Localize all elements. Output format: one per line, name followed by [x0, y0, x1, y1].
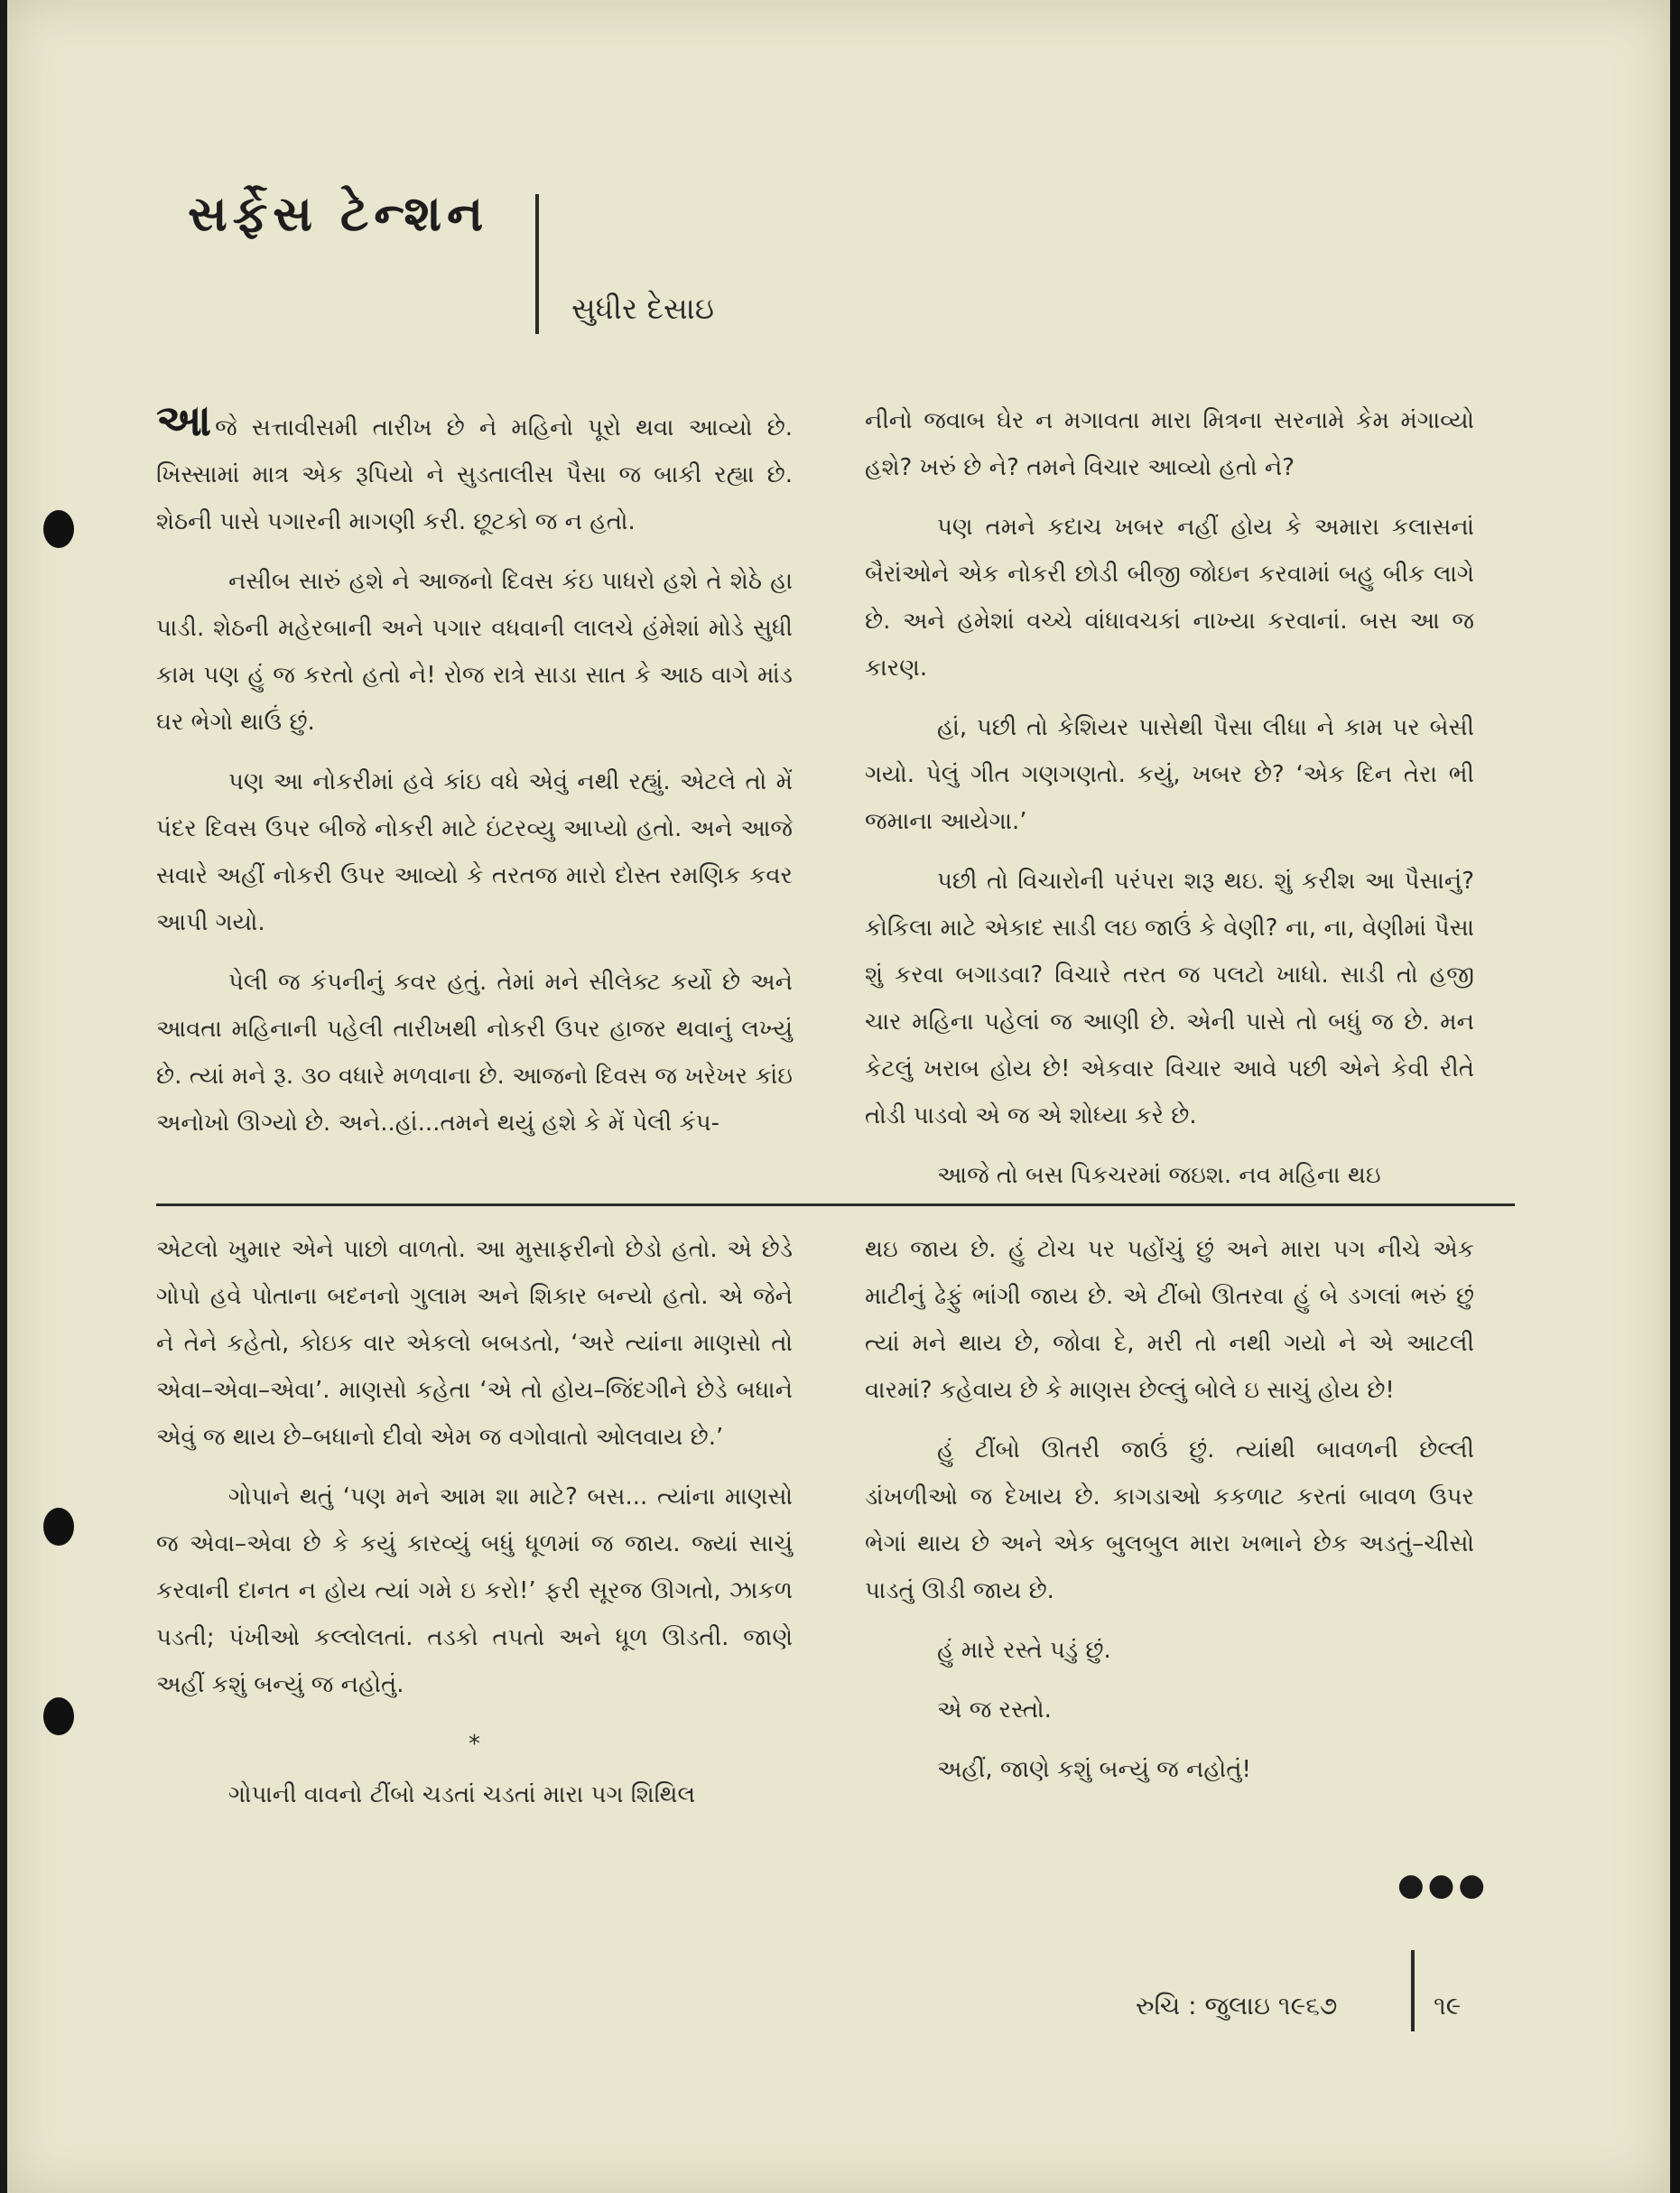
paragraph: થઇ જાય છે. હું ટોચ પર પહોંચું છું અને મારા પગ નીચે એક માટીનું ઢેફું ભાંગી જાય છે. એ ટીંબો ઊતરવા હું બે ડગલાં ભરું છું ત્યાં મને થાય છે, જોવા દે, મરી તો નથી ગયો ને એ આટલી વારમાં? કહેવાય છે કે માણસ છેલ્લું બોલે ઇ સાચું હોય છે!: [865, 1236, 1474, 1404]
paragraph: નસીબ સારું હશે ને આજનો દિવસ કંઇ પાધરો હશે તે શેઠે હા પાડી. શેઠની મહેરબાની અને પગાર વધવાની લાલચે હંમેશાં મોડે સુધી કામ પણ હું જ કરતો હતો ને! રોજ રાત્રે સાડા સાત કે આઠ વાગે માંડ ઘર ભેગો થાઉં છું.: [156, 568, 793, 736]
magazine-page: [7, 0, 1670, 2193]
column-top-left: [156, 397, 793, 1159]
paragraph: એટલો ખુમાર એને પાછો વાળતો. આ મુસાફરીનો છેડો હતો. એ છેડે ગોપો હવે પોતાના બદનનો ગુલામ અને શિકાર બન્યો હતો. એ જેને ને તેને કહેતો, કોઇક વાર એકલો બબડતો, ‘અરે ત્યાંના માણસો તો એવા–એવા–એવા’. માણસો કહેતા ‘એ તો હોય–જિંદગીને છેડે બધાને એવું જ થાય છે–બધાનો દીવો એમ જ વગોવાતો ઓલવાય છે.’: [156, 1236, 793, 1451]
paragraph: ગોપાની વાવનો ટીંબો ચડતાં ચડતાં મારા પગ શિથિલ: [228, 1781, 696, 1808]
paragraph-text: જે સત્તાવીસમી તારીખ છે ને મહિનો પૂરો થવા આવ્યો છે. ખિસ્સામાં માત્ર એક રૂપિયો ને સુડતાલીસ પૈસા જ બાકી રહ્યા છે. શેઠની પાસે પગારની માગણી કરી. છૂટકો જ ન હતો.: [156, 414, 793, 535]
binding-hole-icon: [43, 1697, 74, 1735]
section-divider: [156, 1203, 1515, 1206]
paragraph: પછી તો વિચારોની પરંપરા શરૂ થઇ. શું કરીશ આ પૈસાનું? કોકિલા માટે એકાદ સાડી લઇ જાઉં કે વેણી? ના, ના, વેણીમાં પૈસા શું કરવા બગાડવા? વિચારે તરત જ પલટો ખાધો. સાડી તો હજી ચાર મહિના પહેલાં જ આણી છે. એની પાસે તો બધું જ છે. મન કેટલું ખરાબ હોય છે! એકવાર વિચાર આવે પછી એને કેવી રીતે તોડી પાડવો એ જ એ શોધ્યા કરે છે.: [865, 868, 1474, 1129]
footer-magazine-issue: રુચિ : જુલાઇ ૧૯૬૭: [1136, 1991, 1338, 2021]
paragraph: નીનો જવાબ ઘેર ન મગાવતા મારા મિત્રના સરનામે કેમ મંગાવ્યો હશે? ખરું છે ને? તમને વિચાર આવ્યો હતો ને?: [865, 407, 1474, 481]
paragraph: હું ટીંબો ઊતરી જાઉં છું. ત્યાંથી બાવળની છેલ્લી ડાંખળીઓ જ દેખાય છે. કાગડાઓ કકળાટ કરતાં બાવળ ઉપર ભેગાં થાય છે અને એક બુલબુલ મારા ખભાને છેક અડતું–ચીસો પાડતું ઊડી જાય છે.: [865, 1436, 1474, 1604]
binding-hole-icon: [43, 510, 74, 548]
page-number: ૧૯: [1434, 1991, 1462, 2021]
section-break-star: *: [469, 1731, 480, 1758]
paragraph: ગોપાને થતું ‘પણ મને આમ શા માટે? બસ... ત્યાંના માણસો જ એવા–એવા છે કે કયું કારવ્યું બધું ધૂળમાં જ જાય. જ્યાં સાચું કરવાની દાનત ન હોય ત્યાં ગમે ઇ કરો!’ ફરી સૂરજ ઊગતો, ઝાકળ પડતી; પંખીઓ કલ્લોલતાં. તડકો તપતો અને ધૂળ ઊડતી. જાણે અહીં કશું બન્યું જ નહોતું.: [156, 1483, 793, 1698]
binding-hole-icon: [43, 1508, 74, 1546]
end-of-article-mark: ●●●: [1397, 1867, 1490, 1903]
paragraph: અહીં, જાણે કશું બન્યું જ નહોતું!: [937, 1756, 1251, 1783]
paragraph: પેલી જ કંપનીનું કવર હતું. તેમાં મને સીલેક્ટ કર્યો છે અને આવતા મહિનાની પહેલી તારીખથી નોકરી ઉપર હાજર થવાનું લખ્યું છે. ત્યાં મને રૂ. ૩૦ વધારે મળવાના છે. આજનો દિવસ જ ખરેખર કાંઇ અનોખો ઊગ્યો છે. અને..હાં...તમને થયું હશે કે મેં પેલી કંપ-: [156, 969, 793, 1137]
column-top-right: [865, 397, 1474, 1212]
column-bottom-right: [865, 1226, 1474, 1806]
scan-edge: [1671, 0, 1680, 2193]
footer-divider: [1411, 1950, 1415, 2031]
column-bottom-left: [156, 1226, 793, 1831]
paragraph: હું મારે રસ્તે પડું છું.: [937, 1637, 1111, 1664]
paragraph: એ જ રસ્તો.: [937, 1696, 1052, 1724]
paragraph: પણ તમને કદાચ ખબર નહીં હોય કે અમારા કલાસનાં બૈરાંઓને એક નોકરી છોડી બીજી જોઇન કરવામાં બહુ બીક લાગે છે. અને હમેશાં વચ્ચે વાંધાવચકાં નાખ્યા કરવાનાં. બસ આ જ કારણ.: [865, 514, 1474, 682]
article-author: સુધીર દેસાઇ: [571, 291, 714, 326]
title-divider: [535, 194, 539, 334]
paragraph: પણ આ નોકરીમાં હવે કાંઇ વધે એવું નથી રહ્યું. એટલે તો મેં પંદર દિવસ ઉપર બીજે નોકરી માટે ઇંટરવ્યુ આપ્યો હતો. અને આજે સવારે અહીં નોકરી ઉપર આવ્યો કે તરતજ મારો દોસ્ત રમણિક કવર આપી ગયો.: [156, 768, 793, 936]
drop-cap: આ: [156, 395, 212, 446]
paragraph: હાં, પછી તો કેશિયર પાસેથી પૈસા લીધા ને કામ પર બેસી ગયો. પેલું ગીત ગણગણતો. કયું, ખબર છે? ‘એક દિન તેરા ભી જમાના આયેગા.’: [865, 714, 1474, 835]
paragraph: [156, 397, 793, 545]
paragraph: આજે તો બસ પિકચરમાં જઇશ. નવ મહિના થઇ: [937, 1162, 1381, 1189]
article-title: સર્ફેસ ટેન્શન: [188, 185, 489, 242]
